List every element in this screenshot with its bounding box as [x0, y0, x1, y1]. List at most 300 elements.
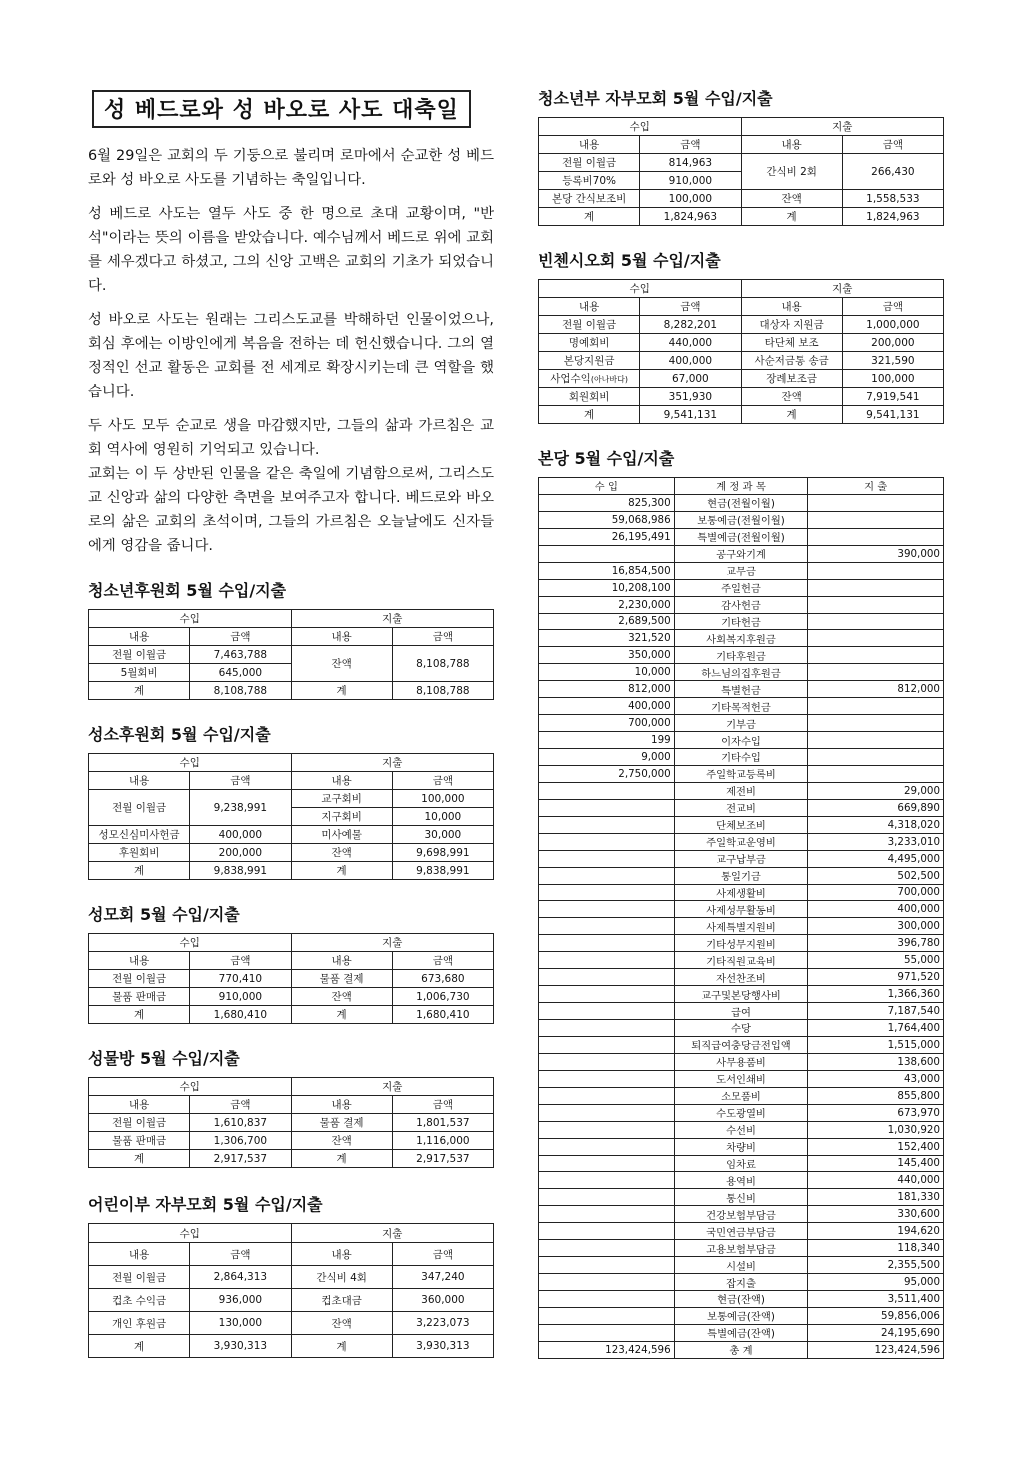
table-cell: 10,000 [392, 808, 493, 826]
article-paragraph: 교회는 이 두 상반된 인물을 같은 축일에 기념함으로써, 그리스도교 신앙과 삶의 다양한 측면을 보여주고자 합니다. 베드로와 바오로의 삶은 교회의 초석이며, 그들의 가르침은 오늘날에도 신자들에게 영감을 줍니다. [88, 466, 494, 554]
header-cell: 지출 [741, 280, 944, 298]
table-cell: 8,108,788 [392, 646, 493, 682]
table-cell: 계 [89, 1335, 190, 1358]
table-cell: 1,006,730 [392, 988, 493, 1006]
table-cell: 성모신심미사헌금 [89, 826, 190, 844]
table-cell: 계 [291, 1006, 392, 1024]
income-cell: 400,000 [539, 698, 675, 715]
table-row [539, 698, 944, 715]
income-cell [539, 1053, 675, 1070]
expense-cell: 1,515,000 [808, 1036, 944, 1053]
expense-cell: 812,000 [808, 681, 944, 698]
table-cell: 3,930,313 [392, 1335, 493, 1358]
table-row [539, 1206, 944, 1223]
table-cell: 간식비 2회 [741, 154, 842, 190]
account-cell: 특별예금(잔액) [674, 1324, 808, 1341]
table-cell: 계 [89, 682, 190, 700]
income-cell [539, 901, 675, 918]
income-cell [539, 1257, 675, 1274]
table-cell: 계 [291, 682, 392, 700]
income-cell [539, 867, 675, 884]
income-cell [539, 1206, 675, 1223]
table-cell: 계 [741, 406, 842, 424]
table-cell: 1,680,410 [190, 1006, 291, 1024]
account-cell: 전교비 [674, 799, 808, 816]
table-cell: 200,000 [842, 334, 943, 352]
account-cell: 교구납부금 [674, 850, 808, 867]
table-row [539, 986, 944, 1003]
income-cell [539, 1324, 675, 1341]
section-title: 청소년후원회 5월 수입/지출 [88, 581, 287, 600]
table-cell: 간식비 4회 [291, 1266, 392, 1289]
section-title: 본당 5월 수입/지출 [538, 449, 675, 468]
table-cell: 100,000 [842, 370, 943, 388]
income-cell: 59,068,986 [539, 511, 675, 528]
table-row [539, 528, 944, 545]
parish-table [538, 477, 944, 1359]
table-cell: 936,000 [190, 1289, 291, 1312]
expense-cell: 29,000 [808, 782, 944, 799]
account-cell: 자선찬조비 [674, 969, 808, 986]
table-row [539, 969, 944, 986]
income-cell [539, 1274, 675, 1291]
expense-cell: 669,890 [808, 799, 944, 816]
table-cell: 347,240 [392, 1266, 493, 1289]
table-cell: 전월 이월금 [539, 154, 640, 172]
header-cell: 수입 [89, 610, 292, 628]
table-row [539, 494, 944, 511]
table-cell: 440,000 [640, 334, 741, 352]
table-row [539, 715, 944, 732]
section-title: 빈첸시오회 5월 수입/지출 [538, 251, 721, 270]
expense-cell: 138,600 [808, 1053, 944, 1070]
header-cell: 수입 [539, 118, 742, 136]
table-cell: 계 [89, 862, 190, 880]
income-cell: 10,208,100 [539, 579, 675, 596]
table-cell: 7,463,788 [190, 646, 291, 664]
account-cell: 공구와기계 [674, 545, 808, 562]
table-cell: 잔액 [291, 844, 392, 862]
table-cell: 266,430 [842, 154, 943, 190]
table-cell: 대상자 지원금 [741, 316, 842, 334]
table-cell: 전월 이월금 [89, 790, 190, 826]
income-cell [539, 1307, 675, 1324]
table-cell: 1,610,837 [190, 1114, 291, 1132]
header-cell: 금액 [392, 772, 493, 790]
header-cell: 금액 [640, 136, 741, 154]
income-cell [539, 799, 675, 816]
vincent-table [538, 279, 944, 424]
table-cell: 814,963 [640, 154, 741, 172]
expense-cell [808, 664, 944, 681]
table-cell: 전월 이월금 [89, 646, 190, 664]
table-cell: 3,930,313 [190, 1335, 291, 1358]
header-cell: 수입 [89, 754, 292, 772]
mothers-table [88, 933, 494, 1024]
expense-cell: 123,424,596 [808, 1341, 944, 1358]
account-cell: 감사헌금 [674, 596, 808, 613]
income-cell: 9,000 [539, 749, 675, 766]
table-row [539, 833, 944, 850]
header-cell: 계 정 과 목 [674, 478, 808, 495]
header-cell: 금액 [190, 1096, 291, 1114]
left-column [88, 90, 494, 1358]
table-cell: 30,000 [392, 826, 493, 844]
table-cell: 전월 이월금 [89, 1266, 190, 1289]
expense-cell [808, 732, 944, 749]
income-cell [539, 1087, 675, 1104]
account-cell: 잡지출 [674, 1274, 808, 1291]
header-cell: 내용 [89, 772, 190, 790]
header-cell: 금액 [392, 952, 493, 970]
table-cell-text: 사업수익 [550, 373, 591, 385]
income-cell: 2,750,000 [539, 765, 675, 782]
header-cell: 내용 [89, 1243, 190, 1266]
table-cell: 1,558,533 [842, 190, 943, 208]
header-cell: 내용 [539, 136, 640, 154]
table-row [539, 1223, 944, 1240]
table-cell: 후원회비 [89, 844, 190, 862]
account-cell: 국민연금부담금 [674, 1223, 808, 1240]
income-cell [539, 1291, 675, 1308]
account-cell: 주일학교운영비 [674, 833, 808, 850]
table-cell: 9,698,991 [392, 844, 493, 862]
table-cell: 910,000 [640, 172, 741, 190]
account-cell: 차량비 [674, 1138, 808, 1155]
table-row [539, 732, 944, 749]
income-cell: 825,300 [539, 494, 675, 511]
table-cell: 2,864,313 [190, 1266, 291, 1289]
article-paragraph: 성 베드로 사도는 열두 사도 중 한 명으로 초대 교황이며, "반석"이라는 뜻의 이름을 받았습니다. 예수님께서 베드로 위에 교회를 세우겠다고 하셨고, 그의 신앙 고백은 교회의 기초가 되었습니다. [88, 206, 494, 294]
table-row [539, 1020, 944, 1037]
expense-cell [808, 613, 944, 630]
income-cell [539, 969, 675, 986]
expense-cell: 400,000 [808, 901, 944, 918]
header-cell: 수입 [89, 1224, 292, 1243]
table-cell: 교구회비 [291, 790, 392, 808]
table-row [539, 1341, 944, 1358]
income-cell [539, 850, 675, 867]
header-cell: 내용 [741, 298, 842, 316]
article-paragraph: 6월 29일은 교회의 두 기둥으로 불리며 로마에서 순교한 성 베드로와 성 바오로 사도를 기념하는 축일입니다. [88, 148, 494, 188]
table-cell: 잔액 [291, 1132, 392, 1150]
youth-support-table [88, 609, 494, 700]
table-cell: 본당 간식보조비 [539, 190, 640, 208]
table-cell: 계 [291, 862, 392, 880]
income-cell [539, 1240, 675, 1257]
header-cell: 내용 [89, 1096, 190, 1114]
income-cell [539, 1138, 675, 1155]
account-cell: 교구및본당행사비 [674, 986, 808, 1003]
table-row [539, 749, 944, 766]
table-cell: 9,541,131 [842, 406, 943, 424]
income-cell [539, 833, 675, 850]
header-cell: 지출 [291, 934, 494, 952]
table-cell: 컵초 수익금 [89, 1289, 190, 1312]
account-cell: 사무용품비 [674, 1053, 808, 1070]
account-cell: 건강보험부담금 [674, 1206, 808, 1223]
expense-cell: 502,500 [808, 867, 944, 884]
table-row [539, 867, 944, 884]
income-cell: 10,000 [539, 664, 675, 681]
table-cell: 200,000 [190, 844, 291, 862]
expense-cell: 300,000 [808, 918, 944, 935]
income-cell: 350,000 [539, 647, 675, 664]
account-cell: 기타성무지원비 [674, 935, 808, 952]
expense-cell: 43,000 [808, 1070, 944, 1087]
article-paragraph: 성 바오로 사도는 원래는 그리스도교를 박해하던 인물이었으나, 회심 후에는 이방인에게 복음을 전하는 데 헌신했습니다. 그의 열정적인 선교 활동은 교회를 전 세계로 확장시키는데 큰 역할을 했습니다. [88, 312, 494, 400]
table-row [539, 613, 944, 630]
children-table [88, 1223, 494, 1358]
section-title: 성물방 5월 수입/지출 [88, 1049, 240, 1068]
account-cell: 기타헌금 [674, 613, 808, 630]
header-cell: 내용 [291, 628, 392, 646]
table-cell: 1,801,537 [392, 1114, 493, 1132]
expense-cell: 24,195,690 [808, 1324, 944, 1341]
table-row [539, 952, 944, 969]
header-cell: 내용 [89, 628, 190, 646]
section-title: 어린이부 자부모회 5월 수입/지출 [88, 1195, 323, 1214]
income-cell [539, 816, 675, 833]
header-cell: 금액 [190, 628, 291, 646]
table-cell: 2,917,537 [190, 1150, 291, 1168]
expense-cell [808, 765, 944, 782]
table-cell: 본당지원금 [539, 352, 640, 370]
table-row [539, 782, 944, 799]
table-cell: 400,000 [640, 352, 741, 370]
expense-cell: 4,318,020 [808, 816, 944, 833]
table-row [539, 596, 944, 613]
table-cell: 1,824,963 [640, 208, 741, 226]
income-cell [539, 1020, 675, 1037]
income-cell: 123,424,596 [539, 1341, 675, 1358]
account-cell: 하느님의집후원금 [674, 664, 808, 681]
table-row [539, 1003, 944, 1020]
account-cell: 통일기금 [674, 867, 808, 884]
table-cell: 회원회비 [539, 388, 640, 406]
section-title: 성모회 5월 수입/지출 [88, 905, 240, 924]
table-row [539, 918, 944, 935]
income-cell: 199 [539, 732, 675, 749]
account-cell: 도서인쇄비 [674, 1070, 808, 1087]
income-cell [539, 1003, 675, 1020]
expense-cell: 4,495,000 [808, 850, 944, 867]
header-cell: 금액 [190, 772, 291, 790]
table-cell: 잔액 [291, 646, 392, 682]
header-cell: 수 입 [539, 478, 675, 495]
table-row [539, 765, 944, 782]
expense-cell: 1,030,920 [808, 1121, 944, 1138]
income-cell: 812,000 [539, 681, 675, 698]
expense-cell [808, 562, 944, 579]
altar-support-table [88, 753, 494, 880]
expense-cell [808, 528, 944, 545]
expense-cell: 3,233,010 [808, 833, 944, 850]
account-cell: 기부금 [674, 715, 808, 732]
income-cell [539, 1172, 675, 1189]
income-cell [539, 884, 675, 901]
table-cell: 770,410 [190, 970, 291, 988]
table-cell-note: (아나바다) [590, 375, 628, 384]
table-row [539, 1274, 944, 1291]
header-cell: 내용 [539, 298, 640, 316]
table-row [539, 630, 944, 647]
youth-parents-table [538, 117, 944, 226]
expense-cell: 145,400 [808, 1155, 944, 1172]
account-cell: 단체보조비 [674, 816, 808, 833]
header-cell: 금액 [392, 1243, 493, 1266]
table-cell: 8,108,788 [392, 682, 493, 700]
table-row [539, 545, 944, 562]
header-cell: 지출 [291, 754, 494, 772]
account-cell: 소모품비 [674, 1087, 808, 1104]
table-cell: 3,223,073 [392, 1312, 493, 1335]
section-title: 성소후원회 5월 수입/지출 [88, 725, 271, 744]
account-cell: 사제생활비 [674, 884, 808, 901]
account-cell: 급여 [674, 1003, 808, 1020]
table-cell: 계 [89, 1150, 190, 1168]
account-cell: 고용보험부담금 [674, 1240, 808, 1257]
table-cell: 8,282,201 [640, 316, 741, 334]
table-cell: 1,824,963 [842, 208, 943, 226]
table-row [539, 1036, 944, 1053]
expense-cell: 95,000 [808, 1274, 944, 1291]
income-cell [539, 918, 675, 935]
table-cell: 7,919,541 [842, 388, 943, 406]
header-cell: 금액 [190, 1243, 291, 1266]
income-cell [539, 1155, 675, 1172]
expense-cell: 1,764,400 [808, 1020, 944, 1037]
income-cell [539, 545, 675, 562]
table-cell: 계 [89, 1006, 190, 1024]
table-row [539, 1307, 944, 1324]
account-cell: 현금(전월이월) [674, 494, 808, 511]
expense-cell: 7,187,540 [808, 1003, 944, 1020]
table-cell: 1,306,700 [190, 1132, 291, 1150]
expense-cell: 330,600 [808, 1206, 944, 1223]
table-cell: 910,000 [190, 988, 291, 1006]
account-cell: 제전비 [674, 782, 808, 799]
table-cell: 물품 결제 [291, 970, 392, 988]
article-paragraph: 두 사도 모두 순교로 생을 마감했지만, 그들의 삶과 가르침은 교회 역사에 영원히 기억되고 있습니다. [88, 418, 494, 458]
table-cell: 100,000 [392, 790, 493, 808]
income-cell [539, 1121, 675, 1138]
table-row [539, 1155, 944, 1172]
table-cell: 1,000,000 [842, 316, 943, 334]
table-cell: 9,838,991 [392, 862, 493, 880]
table-cell: 전월 이월금 [89, 1114, 190, 1132]
header-cell: 수입 [89, 934, 292, 952]
table-row [539, 1240, 944, 1257]
table-row [539, 850, 944, 867]
header-cell: 지 출 [808, 478, 944, 495]
table-cell: 1,680,410 [392, 1006, 493, 1024]
income-cell: 2,230,000 [539, 596, 675, 613]
income-cell: 321,520 [539, 630, 675, 647]
account-cell: 보통예금(잔액) [674, 1307, 808, 1324]
table-cell: 계 [291, 1150, 392, 1168]
account-cell: 퇴직급여충당금전입액 [674, 1036, 808, 1053]
table-row [539, 901, 944, 918]
account-cell: 주일학교등록비 [674, 765, 808, 782]
table-cell: 물품 판매금 [89, 1132, 190, 1150]
table-row [539, 1324, 944, 1341]
table-cell: 계 [741, 208, 842, 226]
table-cell: 645,000 [190, 664, 291, 682]
expense-cell: 396,780 [808, 935, 944, 952]
table-row [539, 647, 944, 664]
income-cell [539, 782, 675, 799]
table-cell: 100,000 [640, 190, 741, 208]
table-cell: 타단체 보조 [741, 334, 842, 352]
expense-cell: 440,000 [808, 1172, 944, 1189]
expense-cell: 118,340 [808, 1240, 944, 1257]
expense-cell: 55,000 [808, 952, 944, 969]
table-cell: 2,917,537 [392, 1150, 493, 1168]
header-cell: 지출 [291, 610, 494, 628]
header-cell: 금액 [392, 1096, 493, 1114]
expense-cell: 700,000 [808, 884, 944, 901]
expense-cell: 181,330 [808, 1189, 944, 1206]
table-cell: 장례보조금 [741, 370, 842, 388]
table-cell: 잔액 [291, 988, 392, 1006]
income-cell [539, 1104, 675, 1121]
expense-cell: 59,856,006 [808, 1307, 944, 1324]
header-cell: 내용 [291, 1243, 392, 1266]
table-row [539, 511, 944, 528]
expense-cell: 971,520 [808, 969, 944, 986]
article-title: 성 베드로와 성 바오로 사도 대축일 [92, 90, 471, 128]
header-cell: 금액 [190, 952, 291, 970]
table-row [539, 1291, 944, 1308]
table-cell: 등록비70% [539, 172, 640, 190]
table-cell: 잔액 [741, 190, 842, 208]
table-cell: 9,541,131 [640, 406, 741, 424]
income-cell [539, 1223, 675, 1240]
account-cell: 이자수입 [674, 732, 808, 749]
account-cell: 교무금 [674, 562, 808, 579]
income-cell [539, 952, 675, 969]
income-cell [539, 935, 675, 952]
table-cell: 전월 이월금 [89, 970, 190, 988]
account-cell: 통신비 [674, 1189, 808, 1206]
table-cell: 360,000 [392, 1289, 493, 1312]
table-row [539, 681, 944, 698]
account-cell: 수도광열비 [674, 1104, 808, 1121]
account-cell: 현금(잔액) [674, 1291, 808, 1308]
income-cell [539, 1036, 675, 1053]
account-cell: 수당 [674, 1020, 808, 1037]
table-cell: 1,116,000 [392, 1132, 493, 1150]
account-cell: 주일헌금 [674, 579, 808, 596]
table-cell: 개인 후원금 [89, 1312, 190, 1335]
expense-cell: 673,970 [808, 1104, 944, 1121]
header-cell: 내용 [741, 136, 842, 154]
goods-table [88, 1077, 494, 1168]
table-cell: 잔액 [291, 1312, 392, 1335]
table-row [539, 1172, 944, 1189]
table-cell: 130,000 [190, 1312, 291, 1335]
table-cell: 321,590 [842, 352, 943, 370]
income-cell [539, 1189, 675, 1206]
income-cell: 700,000 [539, 715, 675, 732]
table-cell: 400,000 [190, 826, 291, 844]
expense-cell [808, 749, 944, 766]
expense-cell [808, 511, 944, 528]
account-cell: 수선비 [674, 1121, 808, 1138]
table-row [539, 1189, 944, 1206]
table-cell: 물품 판매금 [89, 988, 190, 1006]
